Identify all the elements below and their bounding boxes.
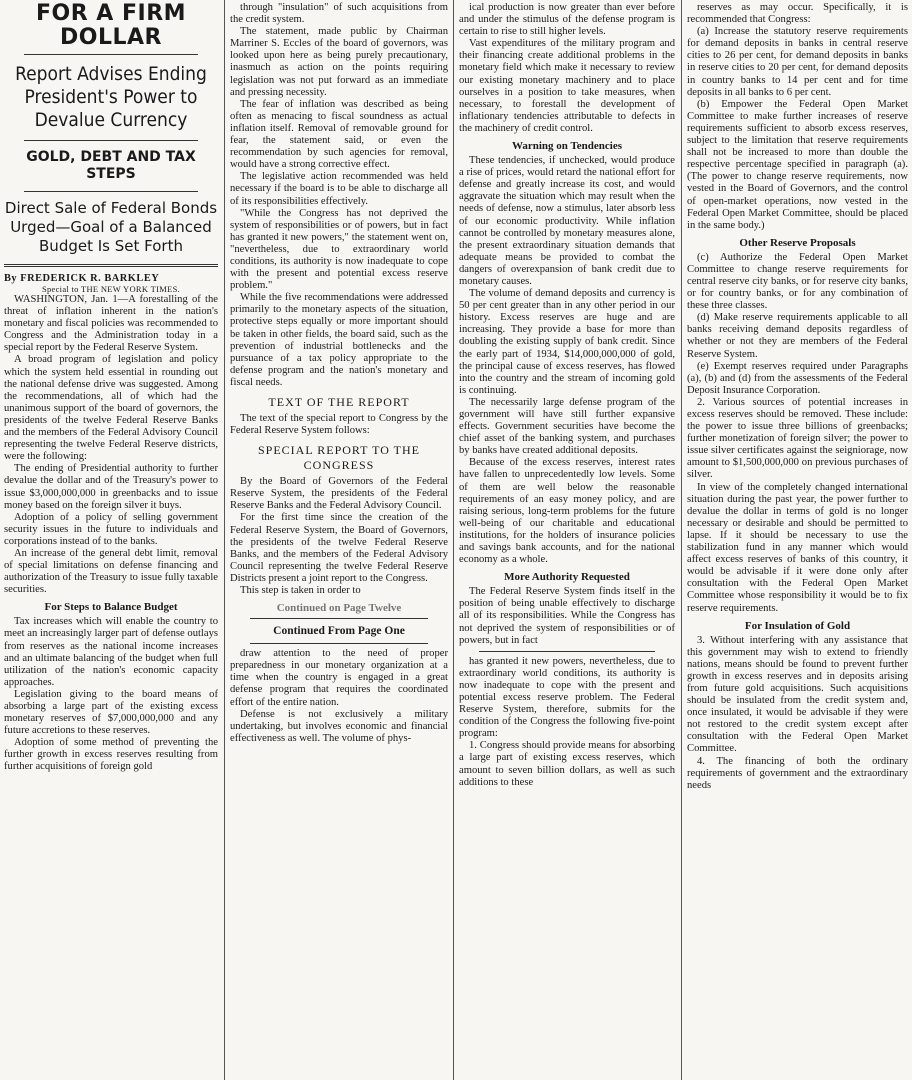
- paragraph: The necessarily large defense program of the government will have still further expansive effects. Government securities have become the chief asset of the banking system, and purchases by banks have created additional deposits.: [459, 396, 675, 457]
- paragraph: The volume of demand deposits and currency is 50 per cent greater than in any other period in our history. Excess reserves are huge and are increasing. They provide a base for more than doubling the existing supply of bank credit. Since the early part of 1934, $14,000,000,000 of gold, the principal cause of excess reserves, has flowed into the country and the stream of incoming gold is continuing.: [459, 288, 675, 396]
- paragraph: An increase of the general debt limit, removal of special limitations on defense financing and authorization of the Treasury to issue fully taxable securities.: [4, 547, 218, 596]
- paragraph: 4. The financing of both the ordinary requirements of government and the extraordinary needs: [687, 755, 908, 791]
- divider: [24, 191, 198, 192]
- subhead: For Steps to Balance Budget: [44, 601, 178, 614]
- subhead: Other Reserve Proposals: [739, 236, 856, 249]
- divider: [24, 54, 198, 55]
- subhead: More Authority Requested: [504, 571, 630, 584]
- paragraph: 2. Various sources of potential increases in excess reserves should be removed. These include: the power to issue three billions of greenbacks; further monetization of foreign silver; the power to issue silver certificates against the seigniorage, now amount to $1,500,000,000 on previous purchases of silver.: [687, 396, 908, 481]
- paragraph: The legislative action recommended was held necessary if the board is to be able to discharge all of its responsibilities effectively.: [230, 171, 448, 207]
- paragraph: (d) Make reserve requirements applicable to all banks receiving demand deposits regardless of whether or not they are members of the Federal Reserve System.: [687, 312, 908, 360]
- paragraph: This step is taken in order to: [240, 585, 361, 597]
- paragraph: (a) Increase the statutory reserve requirements for demand deposits in banks in central reserve cities to 26 per cent, for demand deposits in banks in reserve cities to 20 per cent, for demand deposits in country banks to 14 per cent and for time deposits in all banks to 6 per cent.: [687, 26, 908, 98]
- paragraph: Vast expenditures of the military program and their financing create additional problems in the monetary field which make it necessary to review our existing monetary machinery and to place ourselves in a position to take measures, when necessary, to forestall the development of inflationary tendencies attributable to defects in the machinery of credit control.: [459, 38, 675, 134]
- paragraph: 3. Without interfering with any assistance that this government may wish to extend to friendly nations, means should be found to prevent further growth in excess reserves and in deposits arising from future gold acquisitions. Such acquisitions should be insulated from the credit system and, once insulated, it would be advisable if they were not restored to the credit system except after consultation with the Federal Open Market Committee.: [687, 634, 908, 755]
- paragraph: Adoption of some method of preventing the further growth in excess reserves resulting from further acquisitions of foreign gold: [4, 737, 218, 773]
- column-2: [226, 0, 452, 1080]
- report-title: SPECIAL REPORT TO THE CONGRESS: [258, 443, 420, 473]
- byline: By FREDERICK R. BARKLEY: [4, 273, 160, 284]
- paragraph: 1. Congress should provide means for absorbing a large part of existing excess reserves, which amount to seven billion dollars, as well as such additions to these: [459, 740, 675, 788]
- paragraph: Adoption of a policy of selling government security issues in the future to individuals and corporations instead of to the banks.: [4, 511, 218, 547]
- paragraph: "While the Congress has not deprived the system of responsibilities or of powers, but in fact has granted it new powers," the statement went on, "nevertheless, due to extraordinary world conditions, its authority is now inadequate to cope with the present and potential excess reserve problem.": [230, 207, 448, 292]
- subhead: Warning on Tendencies: [511, 140, 623, 153]
- paragraph: (b) Empower the Federal Open Market Committee to make further increases of reserve requirements sufficient to absorb excess reserves, subject to the limitation that reserve requirements shall not be increased to more than double the respective percentage specified in paragraph (a). (The power to change reserve requirements, now vested in the Board of Governors, and the control of open-market operations, now vested in the Federal Open Market Committee, should be placed in the same body.): [687, 98, 908, 231]
- column-rule: [224, 0, 225, 1080]
- deck-2: GOLD, DEBT AND TAX STEPS: [26, 149, 196, 182]
- paragraph: Defense is not exclusively a military undertaking, but involves economic and financial effectiveness as well. The volume of phys-: [230, 708, 448, 744]
- section-title: TEXT OF THE REPORT: [268, 395, 410, 409]
- deck-3: Direct Sale of Federal Bonds Urged—Goal of a Balanced Budget Is Set Forth: [4, 199, 218, 255]
- column-rule: [681, 0, 682, 1080]
- paragraph: By the Board of Governors of the Federal Reserve System, the presidents of the Federal Reserve Banks and the Federal Advisory Council.: [230, 476, 448, 512]
- paragraph: The ending of Presidential authority to further devalue the dollar and of the Treasury's power to issue $3,000,000,000 in greenbacks and to issue money based on the foreign silver it buys.: [4, 463, 218, 511]
- paragraph: (c) Authorize the Federal Open Market Committee to change reserve requirements for central reserve city banks, or for reserve city banks, or for country banks, or for any combination of these three classes.: [687, 251, 908, 312]
- column-3: [455, 0, 679, 1080]
- paragraph: These tendencies, if unchecked, would produce a rise of prices, would retard the national effort for defense and greatly increase its cost, and would aggravate the situation which may result when the needs of defense, now a stimulus, later absorb less of our economic productivity. While inflation cannot be controlled by monetary measures alone, the present extraordinary situation demands that adequate means be provided to combat the dangers of overexpansion of bank credit due to monetary causes.: [459, 155, 675, 287]
- continued-from-line: Continued From Page One: [273, 625, 405, 638]
- paragraph: While the five recommendations were addressed primarily to the monetary aspects of the situation, protective steps equally or more important should be taken in other fields, the board said, such as the prevention of industrial bottlenecks and the pursuance of a tax policy appropriate to the defense program and the nation's monetary and fiscal needs.: [230, 292, 448, 388]
- dateline-credit: Special to THE NEW YORK TIMES.: [41, 284, 181, 294]
- paragraph: ical production is now greater than ever before and under the stimulus of the defense program is certain to rise to still higher levels.: [459, 2, 675, 38]
- paragraph: In view of the completely changed international situation during the past year, the power further to devalue the dollar in terms of gold is no longer necessary or desirable and should be permitted to lapse. If it should be necessary to use the stabilization fund in any manner which would affect excess reserves of banks of this country, it would be advisable if it were done only after consultation with the Federal Open Market Committee whose responsibility it would be to fix reserve requirements.: [687, 481, 908, 614]
- paragraph: draw attention to the need of proper preparedness in our monetary organization at a time when the country is engaged in a great defense program that requires the coordinated effort of the entire nation.: [230, 648, 448, 708]
- divider: [479, 651, 655, 652]
- paragraph: The Federal Reserve System finds itself in the position of being unable effectively to discharge all of its responsibilities. While the Congress has not deprived the system of responsibilities or of powers, but in fact: [459, 586, 675, 646]
- column-4: [683, 0, 912, 1080]
- column-rule: [453, 0, 454, 1080]
- paragraph: Because of the excess reserves, interest rates have fallen to unprecedentedly low levels. Some of them are well below the reasonable requirements of an easy money policy, and are raising serious, long-term problems for the future well-being of our charitable and educational institutions, for the holders of insurance policies and savings bank accounts, and for the national economy as a whole.: [459, 457, 675, 566]
- paragraph: (e) Exempt reserves required under Paragraphs (a), (b) and (d) from the assessments of the Federal Deposit Insurance Corporation.: [687, 360, 908, 396]
- deck-1: Report Advises Ending President's Power to Devalue Currency: [15, 63, 207, 131]
- paragraph: For the first time since the creation of the Federal Reserve System, the Board of Governors, the presidents of the twelve Federal Reserve Banks, and the members of the Federal Advisory Council representing the twelve Federal Reserve Districts present a joint report to the Congress.: [230, 512, 448, 584]
- column-1: [0, 0, 222, 1080]
- divider: [24, 140, 198, 141]
- paragraph: The text of the special report to Congress by the Federal Reserve System follows:: [230, 413, 448, 437]
- paragraph: The statement, made public by Chairman Marriner S. Eccles of the board of governors, was looked upon here as being purely precautionary, inasmuch as action on the points requiring legislation was not put forward as an immediate and pressing necessity.: [230, 26, 448, 98]
- divider: [250, 643, 428, 644]
- paragraph: reserves as may occur. Specifically, it is recommended that Congress:: [687, 2, 908, 26]
- paragraph: WASHINGTON, Jan. 1—A forestalling of the threat of inflation inherent in the nation's monetary and fiscal policies was recommended to Congress and the Administration today in a special report by the Federal Reserve System.: [4, 294, 218, 354]
- continued-on-line: Continued on Page Twelve: [276, 602, 402, 615]
- double-rule: [4, 264, 218, 267]
- paragraph: Tax increases which will enable the country to meet an increasingly larger part of defense outlays from reserves as the national income increases and an ultimate balancing of the budget when full utilization of the nation's economic capacity approaches.: [4, 616, 218, 688]
- divider: [250, 618, 428, 619]
- paragraph: through "insulation" of such acquisitions from the credit system.: [230, 2, 448, 26]
- paragraph: Legislation giving to the board means of absorbing a large part of the existing excess monetary reserves of $7,000,000,000 and any future accretions to these reserves.: [4, 688, 218, 737]
- headline: FOR A FIRM DOLLAR: [35, 1, 187, 50]
- paragraph: has granted it new powers, nevertheless, due to extraordinary world conditions, its authority is now inadequate to cope with the present and potential excess reserve problem. The Federal Reserve System, therefore, submits for the condition of the Congress the following five-point program:: [459, 655, 675, 740]
- paragraph: A broad program of legislation and policy which the system held essential in rounding out the national defense drive was suggested. Among the recommendations, all of which had the unanimous support of the board of governors, the presidents of the twelve Federal Reserve Banks and the members of the Federal Advisory Council representing the twelve Federal Reserve districts, were the following:: [4, 354, 218, 463]
- paragraph: The fear of inflation was described as being often as menacing to fiscal soundness as actual inflation itself. Removal of removable ground for fear, the statement said, or even the recommendation by such agencies for removal, would have a strong corrective effect.: [230, 98, 448, 171]
- subhead: For Insulation of Gold: [744, 619, 851, 632]
